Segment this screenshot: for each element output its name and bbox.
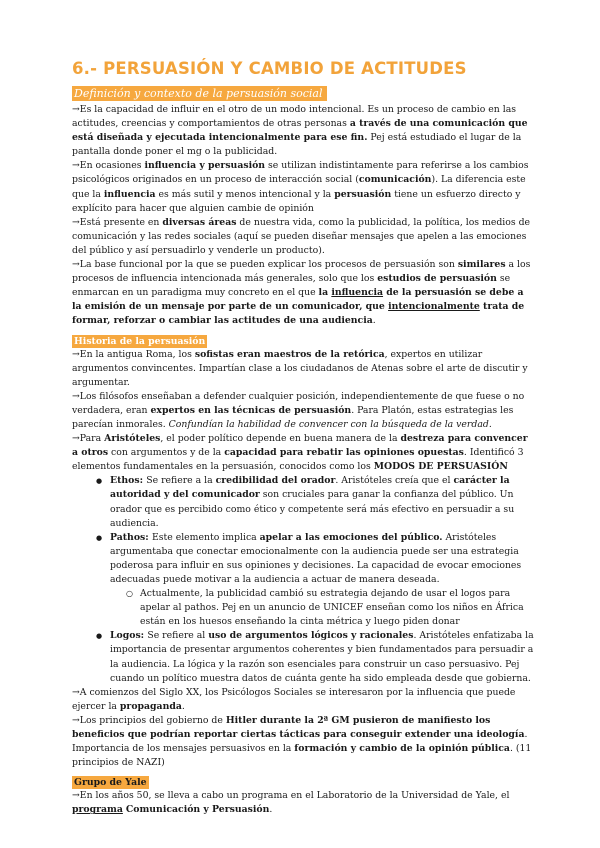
section-subtitle: Definición y contexto de la persuasión social xyxy=(72,86,327,101)
history-heading-wrap xyxy=(72,329,534,348)
list-item-ethos: ● Ethos: Se refiere a la credibilidad del orador. Aristóteles creía que el carácter la autoridad y del comunicador son cruciales para ganar la confianza del público. Un orador que es percibido como ético y competente será más efectivo en persuadir a su audiencia. xyxy=(110,474,534,530)
yale-paragraph-1: →En los años 50, se lleva a cabo un programa en el Laboratorio de la Universidad de Yale, el programa Comunicación y Persuasión. xyxy=(72,790,510,816)
page-title: 6.- PERSUASIÓN Y CAMBIO DE ACTITUDES xyxy=(72,59,467,78)
intro-paragraph-1: →Es la capacidad de influir en el otro de un modo intencional. Es un proceso de cambio en las actitudes, creencias y comportamientos de otras personas a través de una comunicación que está diseñada y ejecutada intencionalmente para ese fin. Pej está estudiado el lugar de la pantalla donde poner el mg o la publicidad. xyxy=(72,104,528,158)
history-heading: Historia de la persuasión xyxy=(74,335,206,347)
list-item-pathos: ● Pathos: Este elemento implica apelar a las emociones del público. Aristóteles argumentaba que conectar emocionalmente con la audiencia puede ser una estrategia poderosa para influir en sus opiniones y decisiones. La capacidad de evocar emociones adecuadas puede motivar a la audiencia a actuar de manera deseada. ○ Actualmente, la publicidad cambió su estrategia dejando de usar el logos para apelar al pathos. Pej en un anuncio de UNICEF enseñan como los niños en África están en los huesos enseñando la cinta métrica y luego piden donar xyxy=(110,531,534,630)
intro-paragraph-3: →Está presente en diversas áreas de nuestra vida, como la publicidad, la política, los medios de comunicación y las redes sociales (aquí se pueden diseñar mensajes que apelen a las emociones del público y así persuadirlo y venderle un producto). xyxy=(72,216,531,256)
intro-paragraph-4: →La base funcional por la que se pueden explicar los procesos de persuasión son similares a los procesos de influencia intencionada más generales, solo que los estudios de persuasión se enmarcan en un paradigma muy concreto en el que la influencia de la persuasión se debe a la emisión de un mensaje por parte de un comunicador, que intencionalmente trata de formar, reforzar o cambiar las actitudes de una audiencia. xyxy=(72,259,531,327)
history-paragraph-2: →Los filósofos enseñaban a defender cualquier posición, independientemente de que fuese o no verdadera, eran expertos en las técnicas de persuasión. Para Platón, estas estrategias les parecían inmorales. Confundían la habilidad de convencer con la búsqueda de la verdad. xyxy=(72,390,525,430)
list-item-pathos-example: ○ Actualmente, la publicidad cambió su estrategia dejando de usar el logos para apelar al pathos. Pej en un anuncio de UNICEF enseñan como los niños en África están en los huesos enseñando la cinta métrica y luego piden donar xyxy=(140,587,534,629)
yale-heading: Grupo de Yale xyxy=(74,777,147,789)
history-paragraph-5: →Los principios del gobierno de Hitler durante la 2ª GM pusieron de manifiesto los beneficios que podrían reportar ciertas tácticas para conseguir extender una ideología. Importancia de los mensajes persuasivos en la formación y cambio de la opinión pública. (11 principios de NAZI) xyxy=(72,714,532,769)
pathos-sublist xyxy=(110,587,534,629)
history-paragraph-3: →Para Aristóteles, el poder político depende en buena manera de la destreza para convencer a otros con argumentos y de la capacidad para rebatir las opiniones opuestas. Identificó 3 elementos fundamentales en la persuasión, conocidos como los MODOS DE PERSUASIÓN xyxy=(72,433,528,473)
subtitle-wrap xyxy=(72,82,534,101)
list-item-logos: ● Logos: Se refiere al uso de argumentos lógicos y racionales. Aristóteles enfatizaba la importancia de presentar argumentos coherentes y bien fundamentados para persuadir a la audiencia. La lógica y la razón son esenciales para construir un caso persuasivo. Pej cuando un político muestra datos de cuánta gente ha sido empleada desde que gobierna. xyxy=(110,629,534,685)
history-paragraph-4: →A comienzos del Siglo XX, los Psicólogos Sociales se interesaron por la influencia que puede ejercer la propaganda. xyxy=(72,686,516,712)
intro-paragraph-2: →En ocasiones influencia y persuasión se utilizan indistintamente para referirse a los cambios psicológicos originados en un proceso de interacción social (comunicación). La diferencia este que la influencia es más sutil y menos intencional y la persuasión tiene un esfuerzo directo y explícito para hacer que alguien cambie de opinión xyxy=(72,160,529,214)
history-paragraph-1: →En la antigua Roma, los sofistas eran maestros de la retórica, expertos en utilizar argumentos convincentes. Impartían clase a los ciudadanos de Atenas sobre el arte de discutir y argumentar. xyxy=(72,348,528,388)
yale-heading-wrap xyxy=(72,770,534,789)
persuasion-modes-list xyxy=(72,474,534,685)
